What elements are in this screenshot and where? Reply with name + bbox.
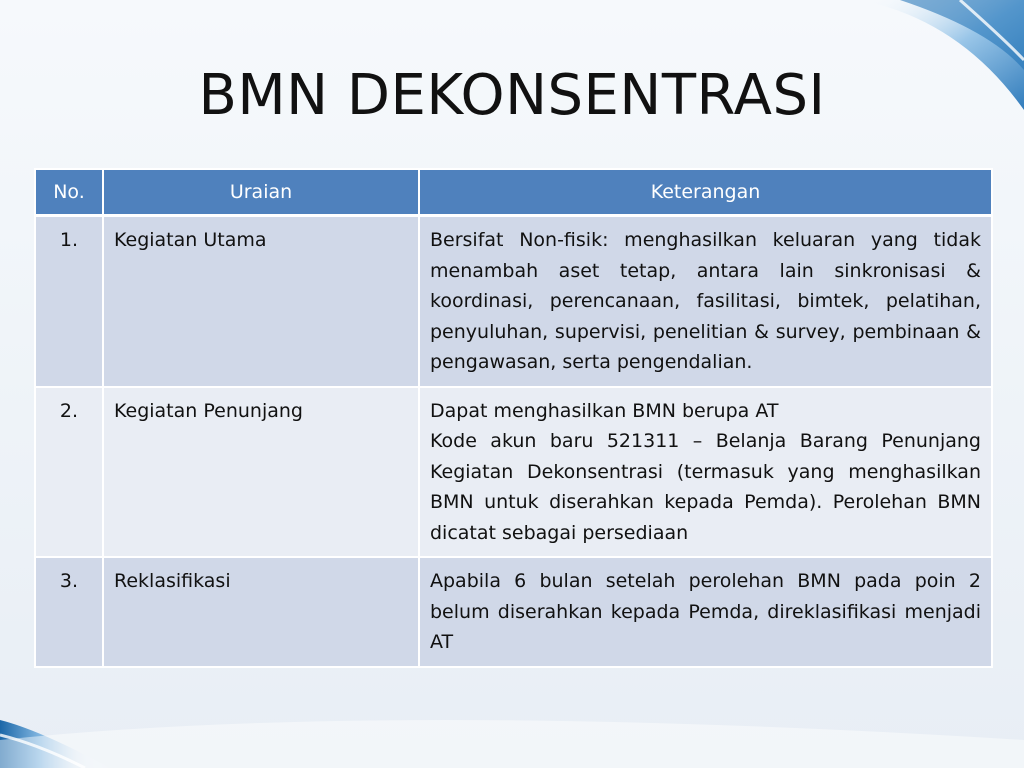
table-header-row bbox=[35, 169, 992, 216]
row-uraian: Kegiatan Utama bbox=[103, 216, 419, 387]
keterangan-line: Dapat menghasilkan BMN berupa AT bbox=[430, 399, 779, 422]
row-number: 2. bbox=[35, 387, 103, 558]
row-uraian: Kegiatan Penunjang bbox=[103, 387, 419, 558]
row-number: 1. bbox=[35, 216, 103, 387]
table-row bbox=[35, 216, 992, 387]
keterangan-line: Bersifat Non-fisik: menghasilkan keluaran yang tidak menambah aset tetap, antara lain sinkronisasi & koordinasi, perencanaan, fasilitasi, bimtek, pelatihan, penyuluhan, supervisi, penelitian & survey, pembinaan & pengawasan, serta pengendalian. bbox=[430, 229, 981, 373]
row-number: 3. bbox=[35, 557, 103, 667]
row-keterangan bbox=[419, 387, 992, 558]
row-uraian: Reklasifikasi bbox=[103, 557, 419, 667]
header-keterangan: Keterangan bbox=[419, 169, 992, 216]
row-keterangan bbox=[419, 216, 992, 387]
slide-title: BMN DEKONSENTRASI bbox=[198, 63, 826, 128]
table-row bbox=[35, 557, 992, 667]
bmn-table bbox=[34, 168, 993, 668]
row-keterangan bbox=[419, 557, 992, 667]
table-row bbox=[35, 387, 992, 558]
header-uraian: Uraian bbox=[103, 169, 419, 216]
keterangan-line: Kode akun baru 521311 – Belanja Barang Penunjang Kegiatan Dekonsentrasi (termasuk yang menghasilkan BMN untuk diserahkan kepada Pemda). Perolehan BMN dicatat sebagai persediaan bbox=[430, 430, 981, 544]
header-no: No. bbox=[35, 169, 103, 216]
keterangan-line: Apabila 6 bulan setelah perolehan BMN pada poin 2 belum diserahkan kepada Pemda, direklasifikasi menjadi AT bbox=[430, 570, 981, 653]
